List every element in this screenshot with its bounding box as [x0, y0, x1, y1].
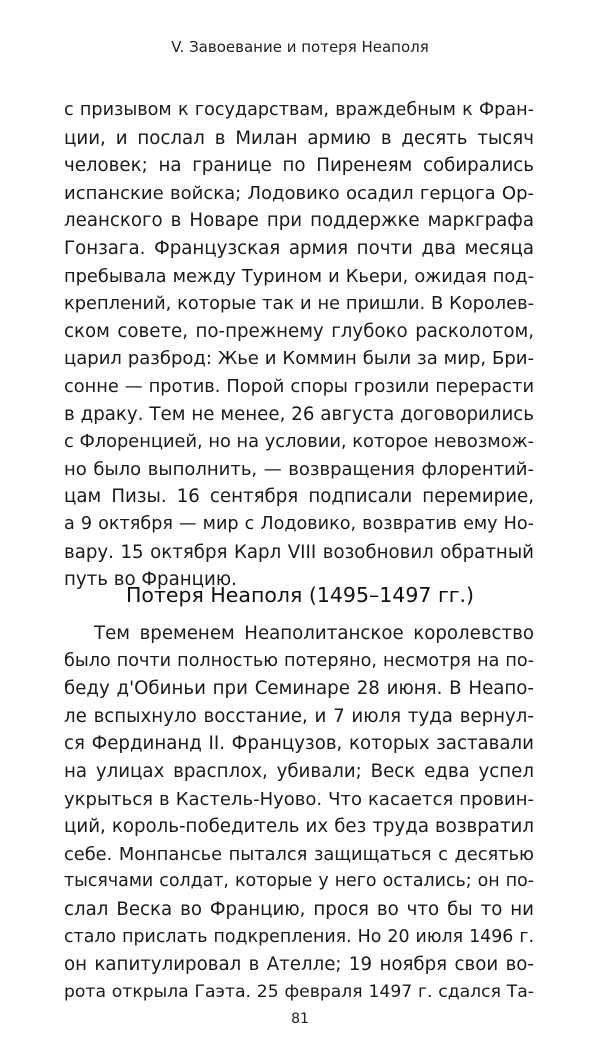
- text-line: ле вспыхнуло восстание, и 7 июля туда вернул-: [64, 705, 534, 727]
- paragraph-1: [64, 97, 534, 594]
- text-line: но было выполнить, — возвращения флорентий-: [64, 458, 534, 480]
- paragraph-2: [64, 620, 534, 1006]
- text-line: пребывала между Турином и Кьери, ожидая под-: [64, 265, 534, 287]
- text-line: ций, король-победитель их без труда возвратил: [64, 816, 534, 838]
- text-line: цам Пизы. 16 сентября подписали перемирие,: [64, 486, 534, 508]
- text-line: стало прислать подкрепления. Но 20 июля 1496 г.: [64, 926, 534, 947]
- text-line: слал Веска во Францию, прося во что бы то ни: [64, 898, 534, 920]
- text-line: сонне — против. Порой споры грозили перерасти: [64, 375, 534, 397]
- text-line: было почти полностью потеряно, несмотря на по-: [64, 650, 534, 671]
- text-line: рота открыла Гаэта. 25 февраля 1497 г. сдался Та-: [64, 981, 534, 1002]
- text-line: вару. 15 октября Карл VIII возобновил обратный: [64, 541, 534, 563]
- text-line: на улицах врасплох, убивали; Веск едва успел: [64, 760, 534, 782]
- text-line: беду д'Обиньи при Семинаре 28 июня. В Неапо-: [64, 678, 534, 700]
- section-heading: Потеря Неаполя (1495–1497 гг.): [125, 583, 475, 607]
- text-line: испанские войска; Лодовико осадил герцога Ор-: [64, 182, 534, 204]
- text-line: с Флоренцией, но на условии, которое невозмож-: [64, 431, 534, 453]
- text-line: ся Фердинанд II. Французов, которых заставали: [64, 733, 534, 755]
- text-line: себе. Монпансье пытался защищаться с десятью: [64, 843, 534, 865]
- running-head: V. Завоевание и потеря Неаполя: [171, 38, 429, 56]
- text-line: ском совете, по-прежнему глубоко расколотом,: [64, 320, 534, 342]
- text-line: царил разброд: Жье и Коммин были за мир, Бри-: [64, 348, 534, 370]
- text-line: в драку. Тем не менее, 26 августа договорились: [64, 403, 534, 425]
- text-line: а 9 октября — мир с Лодовико, возвратив ему Но-: [64, 513, 534, 534]
- text-line: путь во Францию.: [64, 569, 237, 591]
- text-line: ции, и послал в Милан армию в десять тысяч: [64, 127, 534, 149]
- text-line: Тем временем Неаполитанское королевство: [94, 623, 534, 644]
- text-line: он капитулировал в Ателле; 19 ноября свои во-: [64, 954, 534, 976]
- text-line: человек; на границе по Пиренеям собирались: [64, 155, 534, 177]
- text-line: леанского в Новаре при поддержке маркграфа: [64, 210, 534, 232]
- text-line: укрыться в Кастель-Нуово. Что касается провин-: [64, 788, 534, 810]
- text-line: креплений, которые так и не пришли. В Королев-: [64, 293, 534, 315]
- text-line: Гонзага. Французская армия почти два месяца: [64, 237, 534, 259]
- text-line: с призывом к государствам, враждебным к Фран-: [64, 100, 534, 120]
- page-number: 81: [291, 1011, 309, 1027]
- text-line: тысячами солдат, которые у него остались; он по-: [64, 871, 534, 892]
